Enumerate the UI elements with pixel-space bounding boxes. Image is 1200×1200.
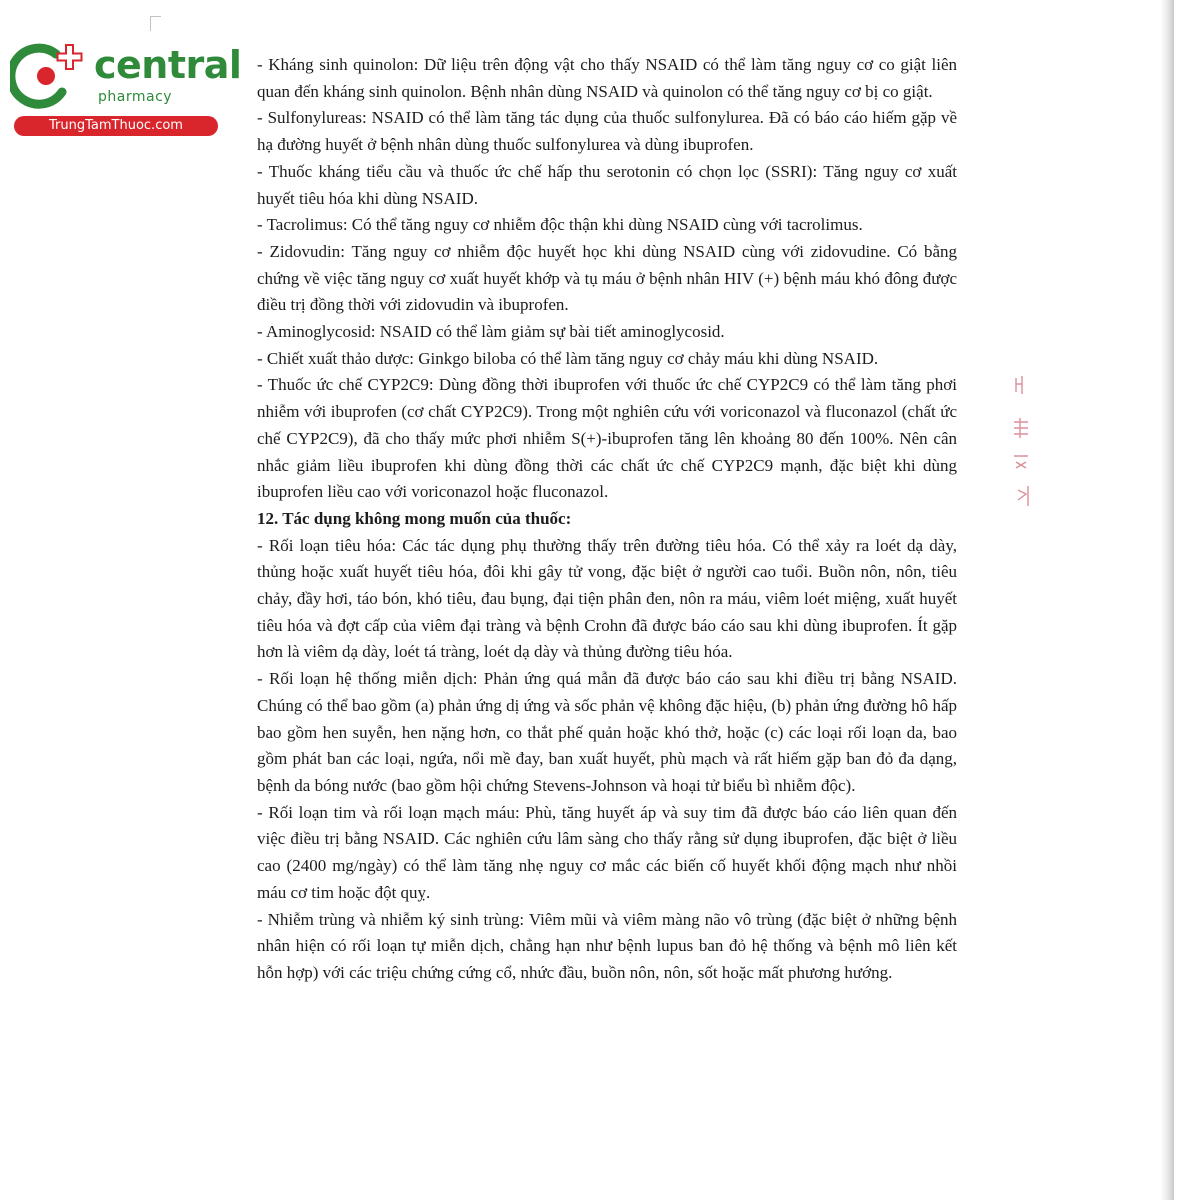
paragraph-gi-disorders: - Rối loạn tiêu hóa: Các tác dụng phụ thường thấy trên đường tiêu hóa. Có thể xảy ra loét dạ dày, thủng hoặc xuất huyết tiêu hóa, đôi khi gây tử vong, đặc biệt ở người cao tuổi. Buồn nôn, nôn, tiêu chảy, đầy hơi, táo bón, khó tiêu, đau bụng, đại tiện phân đen, nôn ra máu, viêm loét miệng, xuất huyết tiêu hóa và đợt cấp của viêm đại tràng và bệnh Crohn đã được báo cáo sau khi dùng ibuprofen. Ít gặp hơn là viêm dạ dày, loét tá tràng, loét dạ dày và thủng đường tiêu hóa. [257,535,957,662]
logo-url-badge: TrungTamThuoc.com [14,116,218,136]
paragraph-tacrolimus: - Tacrolimus: Có thể tăng nguy cơ nhiễm độc thận khi dùng NSAID cùng với tacrolimus. [257,215,863,235]
paragraph-quinolon: - Kháng sinh quinolon: Dữ liệu trên động vật cho thấy NSAID có thể làm tăng nguy cơ co giật liên quan đến kháng sinh quinolon. Bệnh nhân dùng NSAID và quinolon có thể tăng nguy cơ bị co giật. [257,55,957,101]
paragraph-cyp2c9: - Thuốc ức chế CYP2C9: Dùng đồng thời ibuprofen với thuốc ức chế CYP2C9 có thể làm tăng phơi nhiễm với ibuprofen (cơ chất CYP2C9). Trong một nghiên cứu với voriconazol và fluconazol (chất ức chế CYP2C9), đã cho thấy mức phơi nhiễm S(+)-ibuprofen tăng lên khoảng 80 đến 100%. Nên cân nhắc giảm liều ibuprofen khi dùng đồng thời các chất ức chế CYP2C9 mạnh, đặc biệt khi dùng ibuprofen liều cao với voriconazol hoặc fluconazol. [257,375,957,502]
scan-artifact [150,16,161,31]
document-body [257,52,957,987]
pharmacy-logo-icon [10,40,90,112]
margin-stamp-marks [1008,372,1038,512]
paragraph-cardiovascular: - Rối loạn tim và rối loạn mạch máu: Phù, tăng huyết áp và suy tim đã được báo cáo liên quan đến việc điều trị bằng NSAID. Các nghiên cứu lâm sàng cho thấy rằng sử dụng ibuprofen, đặc biệt ở liều cao (2400 mg/ngày) có thể làm tăng nhẹ nguy cơ mắc các biến cố huyết khối động mạch như nhồi máu cơ tim hoặc đột quỵ. [257,802,957,902]
paragraph-aminoglycosid: - Aminoglycosid: NSAID có thể làm giảm sự bài tiết aminoglycosid. [257,322,725,342]
paragraph-herbal-extract: - Chiết xuất thảo dược: Ginkgo biloba có thể làm tăng nguy cơ chảy máu khi dùng NSAID. [257,348,879,368]
paragraph-infections: - Nhiễm trùng và nhiễm ký sinh trùng: Viêm mũi và viêm màng não vô trùng (đặc biệt ở những bệnh nhân hiện có rối loạn tự miễn dịch, chẳng hạn như bệnh lupus ban đỏ hệ thống và bệnh mô liên kết hỗn hợp) với các triệu chứng cứng cổ, nhức đầu, buồn nôn, nôn, sốt hoặc mất phương hướng. [257,909,957,982]
page-edge-shadow [1160,0,1174,1200]
section-heading: 12. Tác dụng không mong muốn của thuốc: [257,508,572,528]
paragraph-sulfonylureas: - Sulfonylureas: NSAID có thể làm tăng tác dụng của thuốc sulfonylurea. Đã có báo cáo hiếm gặp về hạ đường huyết ở bệnh nhân dùng thuốc sulfonylurea và dùng ibuprofen. [257,108,957,155]
logo-subtitle: pharmacy [98,89,173,105]
paragraph-immune-disorders: - Rối loạn hệ thống miễn dịch: Phản ứng quá mẫn đã được báo cáo sau khi điều trị bằng NSAID. Chúng có thể bao gồm (a) phản ứng dị ứng và sốc phản vệ không đặc hiệu, (b) phản ứng đường hô hấp bao gồm hen suyễn, hen nặng hơn, co thắt phế quản hoặc khó thở, hoặc (c) các loại rối loạn da, bao gồm phát ban các loại, ngứa, nổi mề đay, ban xuất huyết, phù mạch và rất hiếm gặp ban đỏ đa dạng, bệnh da bóng nước (bao gồm hội chứng Stevens-Johnson và hoại tử biểu bì nhiễm độc). [257,669,957,795]
logo-brand-name: central [94,43,242,87]
paragraph-antiplatelet-ssri: - Thuốc kháng tiểu cầu và thuốc ức chế hấp thu serotonin có chọn lọc (SSRI): Tăng nguy cơ xuất huyết tiêu hóa khi dùng NSAID. [257,161,957,208]
central-pharmacy-logo [8,36,242,140]
paragraph-zidovudin: - Zidovudin: Tăng nguy cơ nhiễm độc huyết học khi dùng NSAID cùng với zidovudine. Có bằng chứng về việc tăng nguy cơ xuất huyết khớp và tụ máu ở bệnh nhân HIV (+) bệnh máu khó đông được điều trị đồng thời với zidovudin và ibuprofen. [257,241,957,315]
